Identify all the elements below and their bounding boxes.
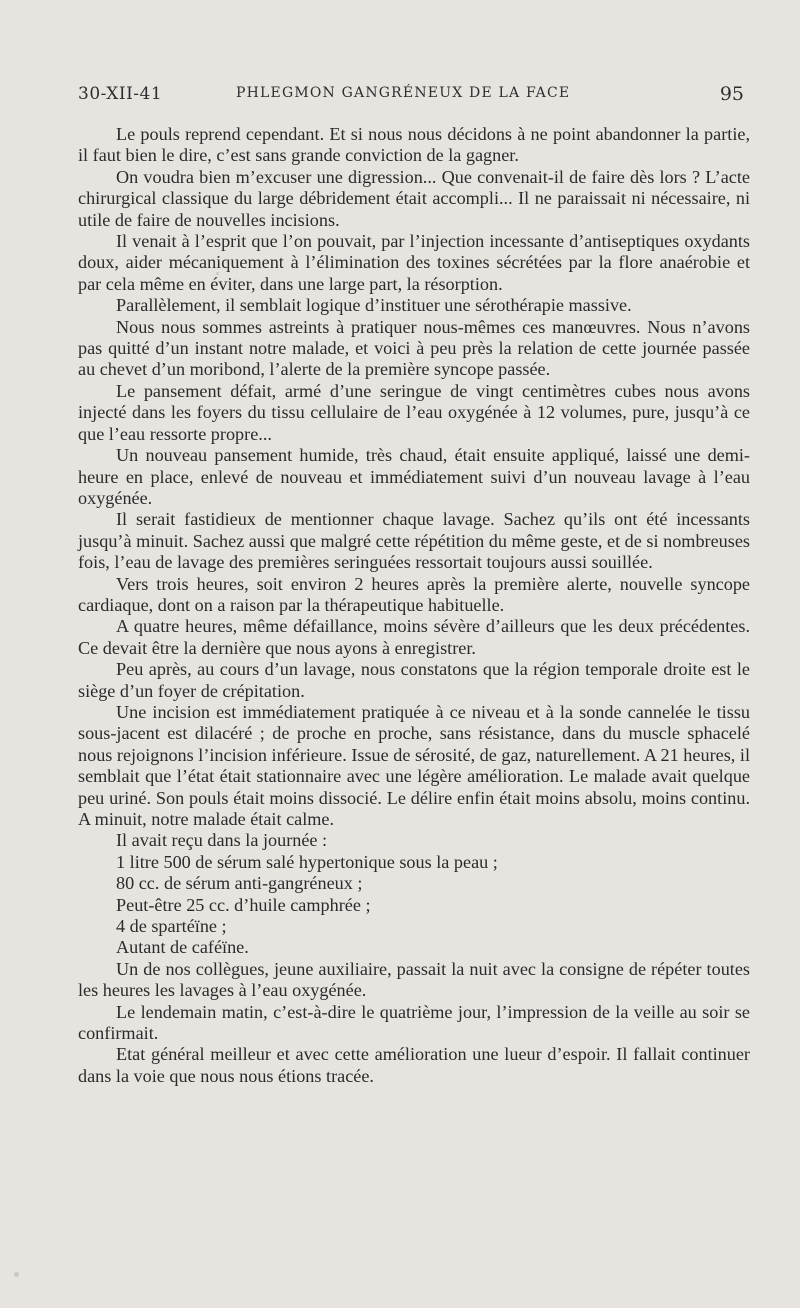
paragraph: Vers trois heures, soit environ 2 heures après la première alerte, nouvelle syncope cardiaque, dont on a raison par la thérapeutique habituelle. <box>78 573 750 615</box>
paragraph: Il avait reçu dans la journée : <box>116 830 328 851</box>
running-header <box>78 80 744 110</box>
paragraph: Peu après, au cours d’un lavage, nous constatons que la région temporale droite est le siège d’un foyer de crépitation. <box>78 659 750 701</box>
paragraph: Etat général meilleur et avec cette amélioration une lueur d’espoir. Il fallait continuer dans la voie que nous nous étions tracée. <box>78 1044 750 1086</box>
paragraph: On voudra bien m’excuser une digression... Que convenait-il de faire dès lors ? L’acte chirurgical classique du large débridement était accompli... Il ne paraissait ni nécessaire, ni utile de faire de nouvelles incisions. <box>78 166 750 230</box>
paragraph: Il venait à l’esprit que l’on pouvait, par l’injection incessante d’antiseptiques oxydants doux, aider mécaniquement à l’élimination des toxines sécrétées par la flore anaérobie et par cela même en éviter, dans une large part, la résorption. <box>78 231 750 294</box>
list-item: Autant de caféïne. <box>116 937 249 958</box>
paper-speck <box>14 1272 19 1277</box>
list-item: 4 de spartéïne ; <box>116 916 227 937</box>
paragraph: Un de nos collègues, jeune auxiliaire, passait la nuit avec la consigne de répéter toutes les heures les lavages à l’eau oxygénée. <box>78 958 750 1001</box>
paragraph: Le lendemain matin, c’est-à-dire le quatrième jour, l’impression de la veille au soir se confirmait. <box>78 1001 750 1044</box>
list-item: 80 cc. de sérum anti-gangréneux ; <box>116 873 363 894</box>
paragraph: Le pouls reprend cependant. Et si nous nous décidons à ne point abandonner la partie, il faut bien le dire, c’est sans grande conviction de la gagner. <box>78 124 750 166</box>
paragraph: Parallèlement, il semblait logique d’instituer une sérothérapie massive. <box>116 295 632 316</box>
header-title: PHLEGMON GANGRÉNEUX DE LA FACE <box>236 85 571 101</box>
body-text <box>78 124 750 1087</box>
paragraph: Une incision est immédiatement pratiquée à ce niveau et à la sonde cannelée le tissu sous-jacent est dilacéré ; de proche en proche, sans résistance, dans du muscle sphacelé nous rejoignons l’incision inférieure. Issue de sérosité, de gaz, naturellement. A 21 heures, il semblait que l’état était stationnaire avec une légère amélioration. Le malade avait quelque peu uriné. Son pouls était moins dissocié. Le délire enfin était moins absolu, moins continu. A minuit, notre malade était calme. <box>78 701 750 829</box>
list-item: Peut-être 25 cc. d’huile camphrée ; <box>116 894 371 915</box>
page-number: 95 <box>719 83 744 105</box>
paragraph: A quatre heures, même défaillance, moins sévère d’ailleurs que les deux précédentes. Ce devait être la dernière que nous ayons à enregistrer. <box>78 616 750 658</box>
paragraph: Le pansement défait, armé d’une seringue de vingt centimètres cubes nous avons injecté dans les foyers du tissu cellulaire de l’eau oxygénée à 12 volumes, pure, jusqu’à ce que l’eau ressorte propre... <box>78 380 750 444</box>
paper-speck <box>216 272 219 275</box>
paragraph: Nous nous sommes astreints à pratiquer nous-mêmes ces manœuvres. Nous n’avons pas quitté d’un instant notre malade, et voici à peu près la relation de cette journée passée au chevet d’un moribond, l’alerte de la première syncope passée. <box>78 316 750 380</box>
paragraph: Il serait fastidieux de mentionner chaque lavage. Sachez qu’ils ont été incessants jusqu’à minuit. Sachez aussi que malgré cette répétition du même geste, et de si nombreuses fois, l’eau de lavage des premières seringuées ressortait toujours aussi souillée. <box>78 509 750 573</box>
paragraph: Un nouveau pansement humide, très chaud, était ensuite appliqué, laissé une demi-heure en place, enlevé de nouveau et immédiatement suivi d’un nouveau lavage à l’eau oxygénée. <box>78 445 750 508</box>
header-date: 30-XII-41 <box>78 84 163 104</box>
list-item: 1 litre 500 de sérum salé hypertonique sous la peau ; <box>116 851 498 872</box>
